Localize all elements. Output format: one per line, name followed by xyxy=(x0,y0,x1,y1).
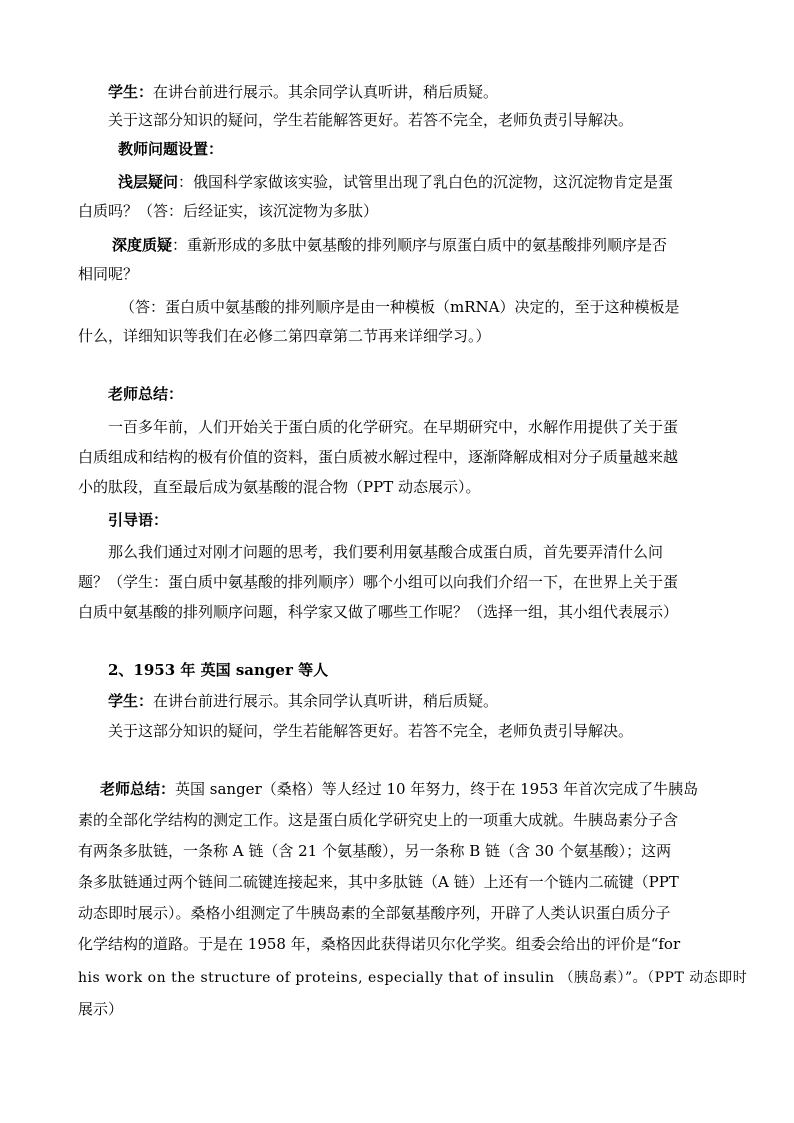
guide-line-2: 题？（学生：蛋白质中氨基酸的排列顺序）哪个小组可以向我们介绍一下，在世界上关于蛋 xyxy=(78,573,679,591)
student-label: 学生： xyxy=(108,83,154,101)
guide-heading: 引导语： xyxy=(108,511,169,529)
shallow-question xyxy=(118,167,673,197)
student-paragraph-2 xyxy=(108,686,498,716)
section-2-heading: 2、1953 年 英国 sanger 等人 xyxy=(108,661,329,679)
shallow-question-cont: 白质吗？（答：后经证实，该沉淀物为多肽） xyxy=(78,202,379,220)
guide-line-1: 那么我们通过对刚才问题的思考，我们要利用氨基酸合成蛋白质，首先要弄清什么问 xyxy=(108,543,664,561)
summary-2-line-3: 有两条多肽链，一条称 A 链（含 21 个氨基酸），另一条称 B 链（含 30 个氨基酸）；这两 xyxy=(78,842,672,860)
summary-2-line-7: his work on the structure of proteins, especially that of insulin （胰岛素）”。（PPT 动态即时 xyxy=(78,970,748,986)
summary-2-line-1 xyxy=(100,774,698,804)
summary-2-line-4: 条多肽链通过两个链间二硫键连接起来，其中多肽链（A 链）上还有一个链内二硫键（PPT xyxy=(78,873,679,891)
summary-1-heading: 老师总结： xyxy=(108,385,184,403)
student-label-2: 学生： xyxy=(108,692,154,710)
shallow-label: 浅层疑问 xyxy=(118,173,179,191)
answer-line-1: （答：蛋白质中氨基酸的排列顺序是由一种模板（mRNA）决定的，至于这种模板是 xyxy=(120,298,680,316)
student-text: 在讲台前进行展示。其余同学认真听讲，稍后质疑。 xyxy=(153,83,499,101)
summary-1-line-3: 小的肽段，直至最后成为氨基酸的混合物（PPT 动态展示）。 xyxy=(78,478,481,496)
summary-2-line-8: 展示） xyxy=(78,1000,124,1018)
deep-label: 深度质疑 xyxy=(112,236,173,254)
deep-question-cont: 相同呢？ xyxy=(78,265,139,283)
summary-2-line-6: 化学结构的道路。于是在 1958 年，桑格因此获得诺贝尔化学奖。组委会给出的评价是“for xyxy=(78,935,681,953)
summary-2-label: 老师总结： xyxy=(100,780,176,798)
deep-question xyxy=(112,230,667,260)
summary-1-line-2: 白质组成和结构的极有价值的资料，蛋白质被水解过程中，逐渐降解成相对分子质量越来越 xyxy=(78,448,679,466)
teacher-question-heading: 教师问题设置： xyxy=(118,140,224,158)
question-note-1: 关于这部分知识的疑问，学生若能解答更好。若答不完全，老师负责引导解决。 xyxy=(108,111,634,129)
guide-line-3: 白质中氨基酸的排列顺序问题，科学家又做了哪些工作呢？（选择一组，其小组代表展示） xyxy=(78,603,679,621)
student-paragraph-1 xyxy=(108,77,498,107)
summary-1-line-1: 一百多年前，人们开始关于蛋白质的化学研究。在早期研究中，水解作用提供了关于蛋 xyxy=(108,418,679,436)
student-text-2: 在讲台前进行展示。其余同学认真听讲，稍后质疑。 xyxy=(153,692,499,710)
question-note-2: 关于这部分知识的疑问，学生若能解答更好。若答不完全，老师负责引导解决。 xyxy=(108,722,634,740)
summary-2-text: 英国 sanger（桑格）等人经过 10 年努力，终于在 1953 年首次完成了牛胰岛 xyxy=(175,780,699,798)
shallow-text: ：俄国科学家做该实验，试管里出现了乳白色的沉淀物，这沉淀物肯定是蛋 xyxy=(178,173,674,191)
summary-2-line-5: 动态即时展示）。桑格小组测定了牛胰岛素的全部氨基酸序列，开辟了人类认识蛋白质分子 xyxy=(78,904,671,922)
deep-text: ：重新形成的多肽中氨基酸的排列顺序与原蛋白质中的氨基酸排列顺序是否 xyxy=(172,236,668,254)
answer-line-2: 什么，详细知识等我们在必修二第四章第二节再来详细学习。） xyxy=(78,327,491,345)
summary-2-line-2: 素的全部化学结构的测定工作。这是蛋白质化学研究史上的一项重大成就。牛胰岛素分子含 xyxy=(78,811,679,829)
